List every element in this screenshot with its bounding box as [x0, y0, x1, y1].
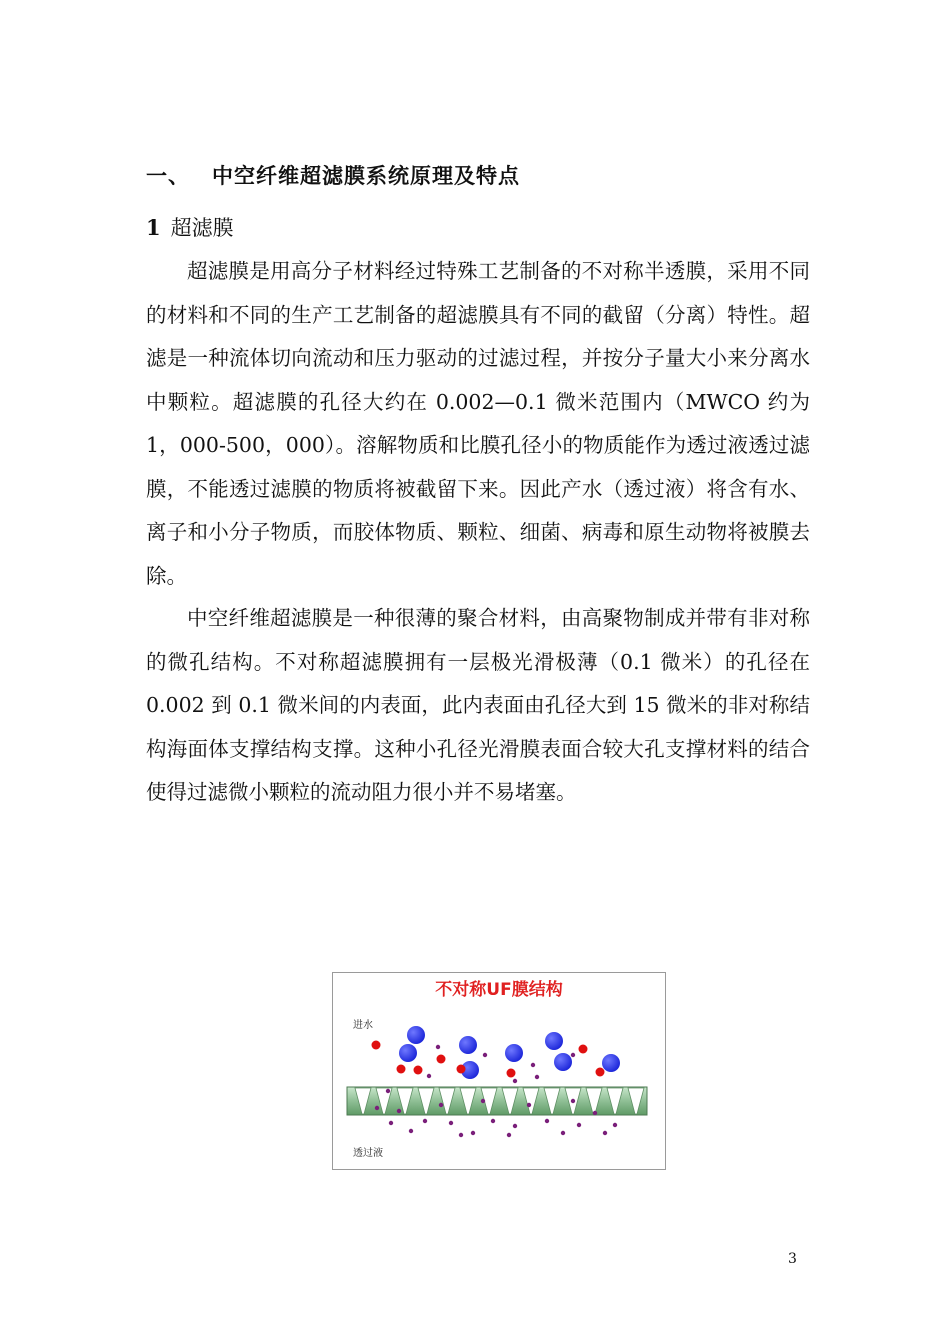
- small-particle: [545, 1119, 549, 1123]
- medium-particle: [437, 1055, 446, 1064]
- small-particle: [513, 1124, 517, 1128]
- medium-particle: [457, 1065, 466, 1074]
- medium-particle: [579, 1045, 588, 1054]
- small-particle: [427, 1074, 431, 1078]
- small-particle: [561, 1131, 565, 1135]
- small-particle: [439, 1103, 443, 1107]
- large-particle: [505, 1044, 523, 1062]
- paragraph-2: 中空纤维超滤膜是一种很薄的聚合材料，由高聚物制成并带有非对称的微孔结构。不对称超滤膜拥有一层极光滑极薄（0.1 微米）的孔径在 0.002 到 0.1 微米间的内表面，此内表面由孔径大到 15 微米的非对称结构海面体支撑结构支撑。这种小孔径光滑膜表面合较大孔支撑材料的结合使得过滤微小颗粒的流动阻力很小并不易堵塞。: [146, 606, 810, 804]
- small-particle: [397, 1109, 401, 1113]
- large-particle: [459, 1036, 477, 1054]
- small-particle: [593, 1111, 597, 1115]
- page-number: 3: [788, 1251, 797, 1267]
- permeate-label: 透过液: [353, 1148, 383, 1159]
- small-particle: [613, 1123, 617, 1127]
- large-particle: [399, 1044, 417, 1062]
- small-particle: [527, 1103, 531, 1107]
- small-particle: [571, 1053, 575, 1057]
- membrane-layer: [347, 1087, 647, 1115]
- small-particle: [531, 1063, 535, 1067]
- paragraph-1: 超滤膜是用高分子材料经过特殊工艺制备的不对称半透膜，采用不同的材料和不同的生产工艺制备的超滤膜具有不同的截留（分离）特性。超滤是一种流体切向流动和压力驱动的过滤过程，并按分子量大小来分离水中颗粒。超滤膜的孔径大约在 0.002—0.1 微米范围内（MWCO 约为 1，000-500，000）。溶解物质和比膜孔径小的物质能作为透过液透过滤膜，不能透过滤膜的物质将被截留下来。因此产水（透过液）将含有水、离子和小分子物质，而胶体物质、颗粒、细菌、病毒和原生动物将被膜去除。: [146, 259, 810, 588]
- small-particle: [423, 1119, 427, 1123]
- small-particle: [389, 1121, 393, 1125]
- medium-particle: [372, 1041, 381, 1050]
- figure-title: 不对称UF膜结构: [435, 980, 563, 1000]
- small-particle: [386, 1089, 390, 1093]
- membrane-diagram: [333, 973, 665, 1169]
- small-particle: [375, 1106, 379, 1110]
- small-particle: [483, 1053, 487, 1057]
- section-number: 一、: [146, 164, 190, 188]
- small-particle: [471, 1131, 475, 1135]
- subsection-title: 超滤膜: [170, 216, 234, 240]
- small-particle: [507, 1133, 511, 1137]
- large-particle: [554, 1053, 572, 1071]
- medium-particle: [507, 1069, 516, 1078]
- medium-particle: [596, 1068, 605, 1077]
- large-particle: [602, 1054, 620, 1072]
- subsection-heading: [146, 212, 234, 242]
- small-particle: [603, 1131, 607, 1135]
- particles: [372, 1026, 621, 1137]
- small-particle: [459, 1133, 463, 1137]
- small-particle: [449, 1121, 453, 1125]
- small-particle: [436, 1045, 440, 1049]
- feed-label: 进水: [353, 1020, 373, 1031]
- small-particle: [577, 1123, 581, 1127]
- small-particle: [481, 1099, 485, 1103]
- small-particle: [491, 1119, 495, 1123]
- small-particle: [571, 1099, 575, 1103]
- large-particle: [407, 1026, 425, 1044]
- small-particle: [513, 1079, 517, 1083]
- small-particle: [535, 1075, 539, 1079]
- small-particle: [409, 1129, 413, 1133]
- medium-particle: [414, 1066, 423, 1075]
- section-title: 中空纤维超滤膜系统原理及特点: [212, 164, 520, 188]
- section-heading: [146, 160, 520, 190]
- subsection-number: 1: [146, 215, 161, 240]
- medium-particle: [397, 1065, 406, 1074]
- membrane-structure-figure: [332, 972, 666, 1170]
- large-particle: [545, 1032, 563, 1050]
